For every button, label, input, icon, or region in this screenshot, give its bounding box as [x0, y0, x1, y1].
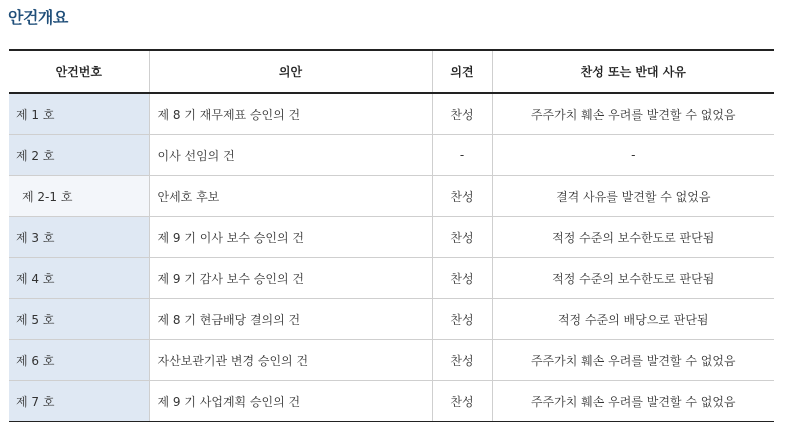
table-row	[9, 93, 774, 135]
agenda-title-cell: 이사 선임의 건	[149, 135, 432, 176]
agenda-no-cell: 제 4 호	[9, 258, 149, 299]
table-row	[9, 135, 774, 176]
section-title: 안건개요	[8, 8, 68, 27]
agenda-no-cell: 제 2 호	[9, 135, 149, 176]
agenda-title-cell: 제 9 기 감사 보수 승인의 건	[149, 258, 432, 299]
reason-cell: -	[492, 135, 774, 176]
agenda-no-cell: 제 7 호	[9, 381, 149, 422]
agenda-no-cell: 제 1 호	[9, 93, 149, 135]
agenda-title-cell: 제 8 기 현금배당 결의의 건	[149, 299, 432, 340]
header-opinion: 의견	[432, 50, 492, 93]
opinion-cell: 찬성	[432, 93, 492, 135]
reason-cell: 결격 사유를 발견할 수 없었음	[492, 176, 774, 217]
table-header-row	[9, 50, 774, 93]
opinion-cell: -	[432, 135, 492, 176]
header-agenda-title: 의안	[149, 50, 432, 93]
reason-cell: 주주가치 훼손 우려를 발견할 수 없었음	[492, 93, 774, 135]
agenda-title-cell: 자산보관기관 변경 승인의 건	[149, 340, 432, 381]
table-row	[9, 381, 774, 422]
opinion-cell: 찬성	[432, 381, 492, 422]
agenda-table	[9, 49, 774, 422]
reason-cell: 적정 수준의 배당으로 판단됨	[492, 299, 774, 340]
reason-cell: 적정 수준의 보수한도로 판단됨	[492, 217, 774, 258]
agenda-title-cell: 제 9 기 사업계획 승인의 건	[149, 381, 432, 422]
agenda-title-cell: 제 8 기 재무제표 승인의 건	[149, 93, 432, 135]
opinion-cell: 찬성	[432, 217, 492, 258]
opinion-cell: 찬성	[432, 340, 492, 381]
agenda-title-cell: 제 9 기 이사 보수 승인의 건	[149, 217, 432, 258]
opinion-cell: 찬성	[432, 258, 492, 299]
agenda-no-cell: 제 2-1 호	[9, 176, 149, 217]
opinion-cell: 찬성	[432, 299, 492, 340]
table-row	[9, 258, 774, 299]
opinion-cell: 찬성	[432, 176, 492, 217]
table-row	[9, 340, 774, 381]
reason-cell: 주주가치 훼손 우려를 발견할 수 없었음	[492, 381, 774, 422]
agenda-no-cell: 제 5 호	[9, 299, 149, 340]
reason-cell: 주주가치 훼손 우려를 발견할 수 없었음	[492, 340, 774, 381]
agenda-title-cell: 안세호 후보	[149, 176, 432, 217]
table-row	[9, 176, 774, 217]
header-reason: 찬성 또는 반대 사유	[492, 50, 774, 93]
table-row	[9, 217, 774, 258]
table-row	[9, 299, 774, 340]
agenda-no-cell: 제 3 호	[9, 217, 149, 258]
agenda-no-cell: 제 6 호	[9, 340, 149, 381]
header-agenda-no: 안건번호	[9, 50, 149, 93]
reason-cell: 적정 수준의 보수한도로 판단됨	[492, 258, 774, 299]
